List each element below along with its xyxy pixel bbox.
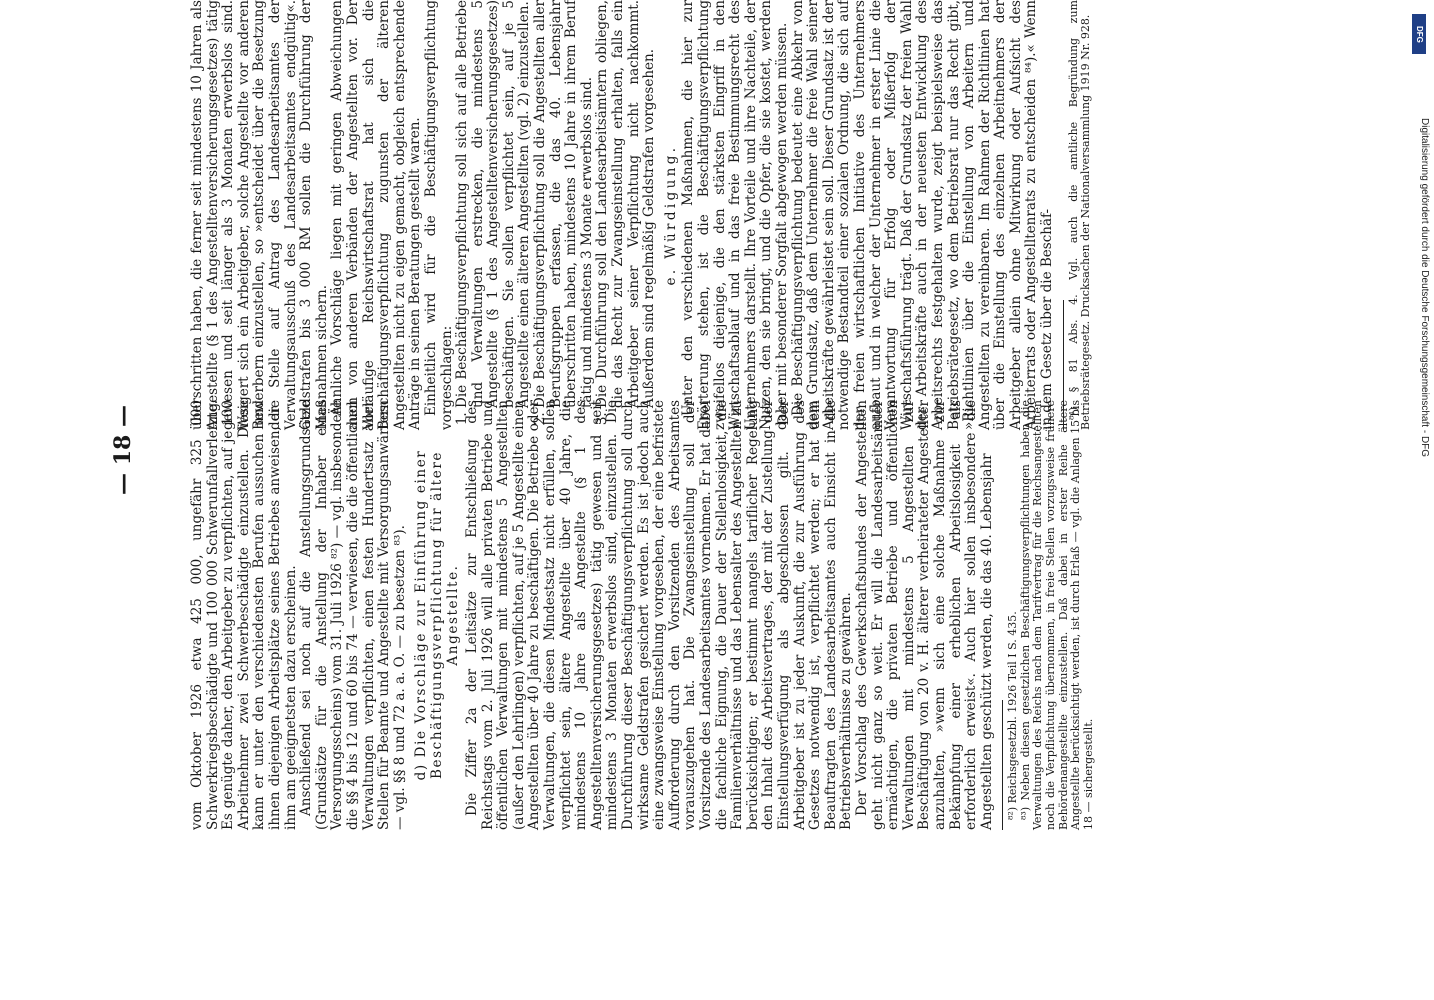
paragraph: Der Vorschlag des Gewerkschaftsbundes der Angestellten geht nicht ganz so weit. Er will die Landesarbeitsämter ermächtigen, die privaten Betriebe und öffentlichen Verwaltungen mit mindestens 5 Angestellten zur Beschäftigung von 20 v. H. älterer verheirateter Angestellter anzuhalten, »wenn sich eine solche Maßnahme zur Bekämpfung einer erheblichen Arbeitslosigkeit als erforderlich erweist«. Auch hier sollen insbesondere die Angestellten geschützt werden, die das 40. Lebensjahr bbox=[853, 400, 995, 830]
paragraph: vom Oktober 1926 etwa 425 000, ungefähr 325 000 Schwerkriegsbeschädigte und 100 000 Schwerunfallverletzte. Es genügte daher, den Arbeitgeber zu verpflichten, auf je 100 Arbeitnehmer zwei Schwerbeschädigte einzustellen. Diese kann er unter den verschiedensten Berufen aussuchen und ihnen diejenigen Arbeitsplätze seines Betriebes anweisen, die ihm am geeignetsten dazu erscheinen. bbox=[189, 400, 299, 830]
footnotes bbox=[1068, 0, 1093, 430]
credit-text: Digitalisierung gefördert durch die Deutsche Forschungsgemeinschaft - DFG bbox=[1419, 118, 1430, 458]
paragraph: Die Beschäftigungsverpflichtung bedeutet eine Abkehr von dem Grundsatz, daß dem Unternehmer die freie Wahl seiner Arbeitskräfte gewährleistet sein soll. Dieser Grundsatz ist der notwendige Bestandteil einer sozialen Ordnung, die sich auf der freien wirtschaftlichen Initiative des Unternehmers aufbaut und in welcher der Unternehmer in erster Linie die Verantwortung für Erfolg oder Mißerfolg der Wirtschaftsführung trägt. Daß der Grundsatz der freien Wahl der Arbeitskräfte auch in der neuesten Entwicklung des Arbeitsrechts festgehalten wurde, zeigt beispielsweise das Betriebsrätegesetz, wo dem Betriebsrat nur das Recht gibt, »Richtlinien über die Einstellung von Arbeitern und Angestellten zu vereinbaren. Im Rahmen der Richtlinien hat über die Einstellung des einzelnen Arbeitnehmers der Arbeitgeber allein ohne Mitwirkung oder Aufsicht des Arbeiterrats oder Angestelltenrats zu entscheiden ⁸⁴).« Wenn in dem Gesetz über die Beschäf- bbox=[789, 0, 1056, 430]
footnotes bbox=[1007, 400, 1095, 830]
digitization-credit bbox=[1408, 8, 1430, 993]
footnote-rule bbox=[1063, 300, 1064, 430]
rotated-page-content bbox=[100, 0, 1280, 900]
right-column bbox=[190, 0, 1093, 430]
proposal-list bbox=[455, 0, 658, 430]
footnote-84: ⁸⁴) § 81 Abs. 4. Vgl. auch die amtliche Begründung zum Betriebsrätegesetz. Drucksachen der Nationalversammlung 1919 Nr. 928. bbox=[1066, 0, 1093, 430]
footnote-82: ⁸²) Reichsgesetzbl. 1926 Teil I S. 435. bbox=[1006, 611, 1020, 820]
left-column bbox=[190, 400, 1095, 830]
paragraph: Die Ziffer 2a der Leitsätze zur Entschließung des Reichstags vom 2. Juli 1926 will alle privaten Betriebe und öffentlichen Verwaltungen mit mindestens 5 Angestellten (außer den Lehrlingen) verpflichten, auf je 5 Angestellte einen Angestellten über 40 Jahre zu beschäftigen. Die Betriebe oder Verwaltungen, die diesen Mindestsatz nicht erfüllen, sollen verpflichtet sein, ältere Angestellte über 40 Jahre, die mindestens 10 Jahre als Angestellte (§ 1 des Angestelltenversicherungsgesetzes) tätig gewesen und seit mindestens 3 Monaten erwerbslos sind, einzustellen. Die Durchführung dieser Beschäftigungsverpflichtung soll durch wirksame Geldstrafen gesichert werden. Es ist jedoch auch eine zwangsweise Einstellung vorgesehen, der eine befristete Aufforderung durch den Vorsitzenden des Arbeitsamtes vorauszugehen hat. Die Zwangseinstellung soll der Vorsitzende des Landesarbeitsamtes vornehmen. Er hat dabei die fachliche Eignung, die Dauer der Stellenlosigkeit, die Familienverhältnisse und das Lebensalter des Angestellten zu berücksichtigen; er bestimmt mangels tariflicher Regelung den Inhalt des Arbeitsvertrages, der mit der Zustellung der Einstellungsverfügung als abgeschlossen gilt. Der Arbeitgeber ist zu jeder Auskunft, die zur Ausführung des Gesetzes notwendig ist, verpflichtet werden; er hat dem Beauftragten des Landesarbeitsamtes auch Einsicht in die Betriebsverhältnisse zu gewähren. bbox=[464, 400, 855, 830]
footnote-83: ⁸³) Neben diesen gesetzlichen Beschäftigungsverpflichtungen haben die Verwaltungen des Reichs nach dem Tarifvertrag für die Reichsangestellten noch die Verpflichtung übernommen, in freie Stellen vorzugsweise frühere Behördenangestellte einzustellen. Daß dabei in erster Reihe ältere Angestellte berücksichtigt werden, ist durch Erlaß — vgl. die Anlagen 15 bis 18 — sichergestellt. bbox=[1018, 400, 1095, 830]
paragraph: Einheitlich wird für die Beschäftigungsverpflichtung vorgeschlagen: bbox=[422, 0, 455, 430]
paragraph: Unter den verschiedenen Maßnahmen, die hier zur Erörterung stehen, ist die Beschäftigungsverpflichtung zweifellos diejenige, die den stärksten Eingriff in den Wirtschaftsablauf und in das freie Bestimmungsrecht des Unternehmers darstellt. Ihre Vorteile und ihre Nachteile, der Nutzen, den sie bringt, und die Opfer, die sie kostet, werden daher mit besonderer Sorgfalt abgewogen werden müssen. bbox=[680, 0, 790, 430]
section-heading-e: e. Würdigung. bbox=[662, 144, 679, 286]
list-item: 2. Die Beschäftigungsverpflichtung soll die Angestellten aller Berufsgruppen erfassen, die das 40. Lebensjahr überschritten haben, mindestens 10 Jahre in ihrem Beruf tätig und mindestens 3 Monate erwerbslos sind. bbox=[533, 0, 595, 408]
list-item: 3. Die Durchführung soll den Landesarbeitsämtern obliegen, die das Recht zur Zwangseinstellung erhalten, falls ein Arbeitgeber seiner Verpflichtung nicht nachkommt. Außerdem sind regelmäßig Geldstrafen vorgesehen. bbox=[595, 0, 657, 408]
paragraph: Anschließend sei noch auf die Anstellungsgrundsätze (Grundsätze für die Anstellung der Inhaber eines Versorgungsscheins) vom 31. Juli 1926 ⁸²) — vgl. insbesondere die §§ 4 bis 12 und 60 bis 74 — verwiesen, die die öffentlichen Verwaltungen verpflichten, einen festen Hundertsatz aller Stellen für Beamte und Angestellte mit Versorgungsanwärtern — vgl. §§ 8 und 72 a. a. O. — zu besetzen ⁸³). bbox=[298, 400, 408, 830]
dfg-logo: DFG bbox=[1412, 14, 1426, 54]
section-heading-d: d) Die Vorschläge zur Einführung einer Beschäftigungsverpflichtung für ältere Angestellte. bbox=[413, 449, 461, 781]
paragraph: Ähnliche Vorschläge liegen mit geringen Abweichungen auch von anderen Verbänden der Angestellten vor. Der Vorläufige Reichswirtschaftsrat hat sich die Beschäftigungsverpflichtung zugunsten der älteren Angestellten nicht zu eigen gemacht, obgleich entsprechende Anträge in seinen Beratungen gestellt waren. bbox=[329, 0, 424, 430]
footnote-rule bbox=[1002, 700, 1003, 830]
paragraph: überschritten haben, die ferner seit mindestens 10 Jahren als Angestellte (§ 1 des Angestelltenversicherungsgesetzes) tätig gewesen und seit länger als 3 Monaten erwerbslos sind. Weigert sich ein Arbeitgeber, solche Angestellte vor anderen Bewerbern einzustellen, so »entscheidet über die Besetzung der Stelle auf Antrag des Landesarbeitsamtes der Verwaltungsausschuß des Landesarbeitsamtes endgültig«. Geldstrafen bis 3 000 RM sollen die Durchführung der Maßnahmen sichern. bbox=[189, 0, 330, 430]
list-item: 1. Die Beschäftigungsverpflichtung soll sich auf alle Betriebe und Verwaltungen erstrecken, die mindestens 5 Angestellte (§ 1 des Angestelltenversicherungsgesetzes) beschäftigen. Sie sollen verpflichtet sein, auf je 5 Angestellte einen älteren Angestellten (vgl. 2) einzustellen. bbox=[455, 0, 533, 408]
page-number: — 18 — bbox=[110, 405, 136, 495]
